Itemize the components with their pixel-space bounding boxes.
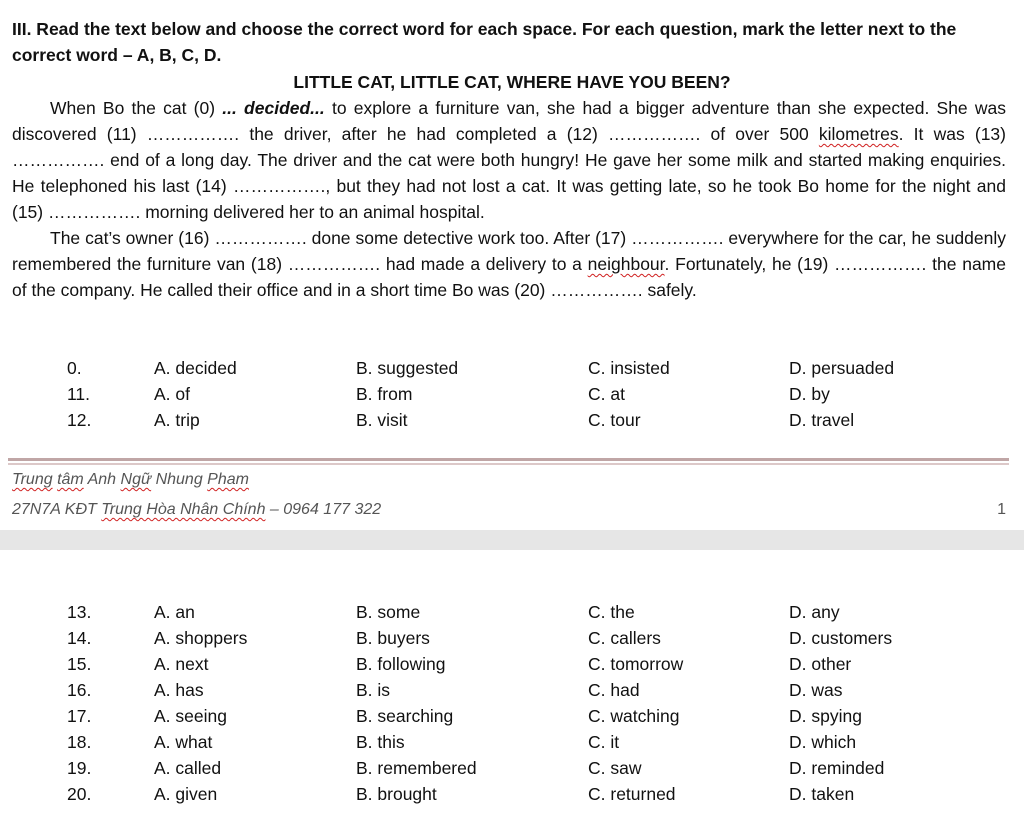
option-c: C. it xyxy=(588,732,620,752)
passage-paragraph-1 xyxy=(12,95,1006,225)
footer-address xyxy=(12,499,381,521)
option-d: D. taken xyxy=(789,784,855,804)
page-number: 1 xyxy=(997,501,1006,518)
option-row xyxy=(0,729,1024,755)
p1-text-rest: to explore a furniture van, she had a bigger adventure than she expected. She was discovered (11) ……………. the driver, after he had completed a (12) ……………. of over 500 xyxy=(12,98,1006,144)
option-d: D. travel xyxy=(789,410,855,430)
option-d: D. reminded xyxy=(789,758,885,778)
question-number: 15. xyxy=(67,654,92,674)
option-row xyxy=(0,407,1024,433)
passage-paragraph-2 xyxy=(12,225,1006,303)
question-number: 17. xyxy=(67,706,92,726)
footer-word: Anh xyxy=(87,471,117,488)
question-number: 19. xyxy=(67,758,92,778)
option-c: C. callers xyxy=(588,628,661,648)
footer-address-street: Trung Hòa Nhân Chính xyxy=(101,501,266,518)
option-a: A. given xyxy=(154,784,218,804)
footer-address-prefix: 27N7A KĐT xyxy=(12,501,102,518)
option-d: D. any xyxy=(789,602,840,622)
option-a: A. trip xyxy=(154,410,200,430)
question-number: 12. xyxy=(67,410,92,430)
options-table-page1 xyxy=(0,355,1024,433)
option-c: C. at xyxy=(588,384,625,404)
options-table-page2 xyxy=(0,599,1024,807)
option-row xyxy=(0,677,1024,703)
spellcheck-word: neighbour xyxy=(587,254,665,274)
option-row xyxy=(0,355,1024,381)
option-row xyxy=(0,703,1024,729)
question-number: 13. xyxy=(67,602,92,622)
footer-divider xyxy=(8,458,1009,461)
p2-text: The cat’s owner (16) ……………. done some detective work too. After (17) ……………. everywhere for the car, he suddenly remembered the furniture van (18) ……………. had made a delivery to a xyxy=(12,228,1006,274)
question-number: 0. xyxy=(67,358,82,378)
option-b: B. is xyxy=(356,680,391,700)
option-a: A. decided xyxy=(154,358,237,378)
question-number: 18. xyxy=(67,732,92,752)
option-c: C. returned xyxy=(588,784,676,804)
passage-title: LITTLE CAT, LITTLE CAT, WHERE HAVE YOU BEEN? xyxy=(293,72,731,92)
option-d: D. was xyxy=(789,680,843,700)
spellcheck-word: kilometres xyxy=(818,124,899,144)
question-number: 14. xyxy=(67,628,92,648)
footer-word: tâm xyxy=(57,471,84,488)
option-a: A. of xyxy=(154,384,190,404)
option-c: C. watching xyxy=(588,706,680,726)
footer-divider-thin xyxy=(8,463,1009,465)
option-b: B. this xyxy=(356,732,405,752)
page-gap xyxy=(0,530,1024,550)
option-c: C. insisted xyxy=(588,358,670,378)
option-c: C. had xyxy=(588,680,640,700)
option-b: B. visit xyxy=(356,410,408,430)
option-d: D. by xyxy=(789,384,830,404)
option-row xyxy=(0,651,1024,677)
option-d: D. customers xyxy=(789,628,893,648)
example-answer: ... decided... xyxy=(222,98,325,118)
option-d: D. spying xyxy=(789,706,862,726)
footer-word: Ngữ xyxy=(120,471,152,488)
option-c: C. the xyxy=(588,602,635,622)
option-b: B. some xyxy=(356,602,421,622)
option-b: B. suggested xyxy=(356,358,459,378)
option-a: A. what xyxy=(154,732,213,752)
option-c: C. tour xyxy=(588,410,641,430)
option-c: C. tomorrow xyxy=(588,654,684,674)
footer-word: Nhung xyxy=(155,471,203,488)
option-d: D. other xyxy=(789,654,852,674)
question-number: 11. xyxy=(67,384,91,404)
option-a: A. has xyxy=(154,680,204,700)
option-b: B. searching xyxy=(356,706,454,726)
option-b: B. buyers xyxy=(356,628,430,648)
p2-text-rest: . Fortunately, he (19) ……………. the name of the company. He called their office and in a short time Bo was (20) ……………. safely. xyxy=(12,254,1006,300)
question-number: 16. xyxy=(67,680,92,700)
option-a: A. shoppers xyxy=(154,628,248,648)
option-c: C. saw xyxy=(588,758,642,778)
option-b: B. brought xyxy=(356,784,437,804)
option-a: A. next xyxy=(154,654,209,674)
p1-text-rest2: . It was (13) ……………. end of a long day. The driver and the cat were both hungry! He gave her some milk and started making enquiries. He telephoned his last (14) ……………., but they had not lost a cat. It was getting late, so he took Bo home for the night and (15) ……………. morning delivered her to an animal hospital. xyxy=(12,124,1006,222)
option-row xyxy=(0,625,1024,651)
option-b: B. remembered xyxy=(356,758,477,778)
option-row xyxy=(0,755,1024,781)
option-b: B. following xyxy=(356,654,446,674)
page-2 xyxy=(0,550,1024,827)
option-a: A. seeing xyxy=(154,706,227,726)
passage xyxy=(12,95,1006,303)
footer-word: Trung xyxy=(12,471,53,488)
option-row xyxy=(0,599,1024,625)
option-a: A. an xyxy=(154,602,195,622)
p1-text: When Bo the cat (0) xyxy=(50,98,223,118)
option-d: D. which xyxy=(789,732,857,752)
option-row xyxy=(0,781,1024,807)
option-d: D. persuaded xyxy=(789,358,895,378)
option-a: A. called xyxy=(154,758,222,778)
option-row xyxy=(0,381,1024,407)
option-b: B. from xyxy=(356,384,413,404)
footer-address-phone: – 0964 177 322 xyxy=(265,501,382,518)
footer-word: Pham xyxy=(207,471,249,488)
footer-center-name xyxy=(12,469,249,491)
instruction-text: III. Read the text below and choose the correct word for each space. For each question, mark the letter next to the correct word – A, B, C, D. xyxy=(12,19,957,65)
question-number: 20. xyxy=(67,784,92,804)
